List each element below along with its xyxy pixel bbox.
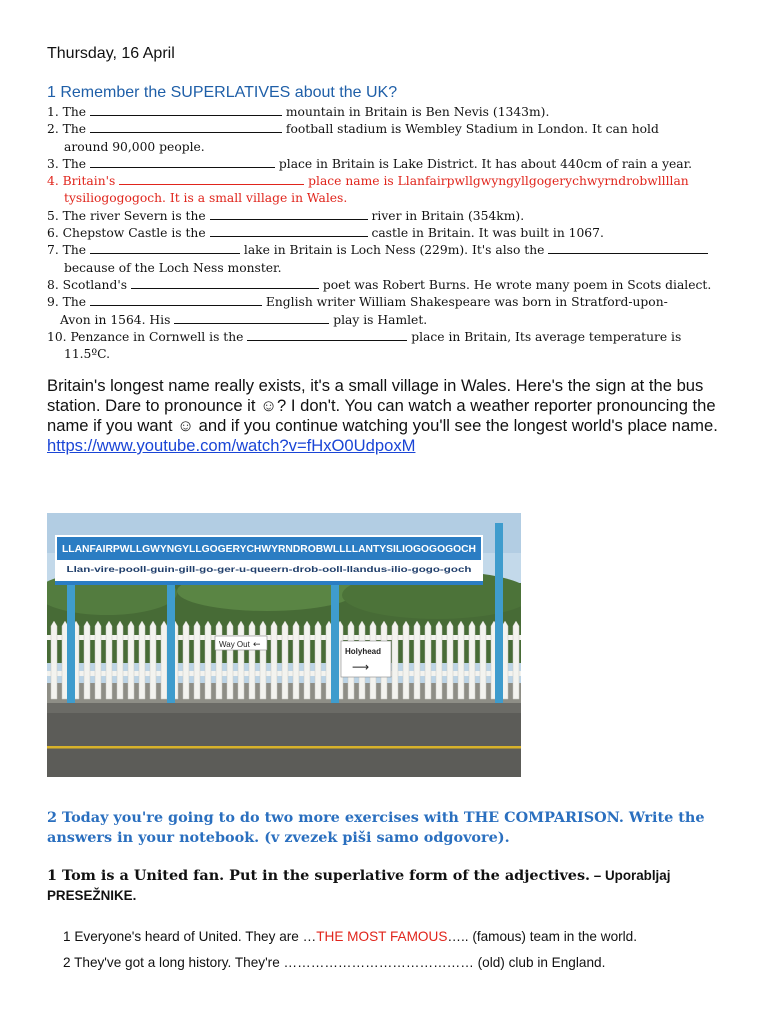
fence-picket [282, 621, 288, 699]
list-item: 1. The mountain in Britain is Ben Nevis (1343m). [47, 105, 550, 119]
fence-picket [271, 621, 277, 699]
fence-picket [403, 621, 409, 699]
fence-picket [315, 621, 321, 699]
exercise-line-2: 2 They've got a long history. They're …………………………………… (old) club in England. [63, 955, 606, 970]
answer-blank[interactable] [90, 104, 282, 116]
answer-blank[interactable] [90, 294, 262, 306]
left-arrow-icon: ← [253, 640, 261, 650]
answer-blank[interactable] [90, 242, 240, 254]
answer-blank[interactable] [210, 225, 368, 237]
fence-picket [447, 621, 453, 699]
fence-picket [480, 621, 486, 699]
answer-blank[interactable] [119, 173, 304, 185]
fence-picket [117, 621, 123, 699]
fence-picket [260, 621, 266, 699]
holyhead-label: Holyhead [345, 647, 382, 656]
fence-picket [194, 621, 200, 699]
fence-picket [161, 621, 167, 699]
fence-picket [414, 621, 420, 699]
answer-blank[interactable] [90, 121, 282, 133]
answer-blank[interactable] [247, 329, 407, 341]
list-item: 3. The place in Britain is Lake District. It has about 440cm of rain a year. [47, 156, 693, 171]
list-item: 2. The football stadium is Wembley Stadium in London. It can hold [47, 122, 659, 137]
list-item: 7. The lake in Britain is Loch Ness (229m). It's also the [47, 242, 737, 259]
fence-picket [436, 621, 442, 699]
intro-paragraph: Britain's longest name really exists, it's a small village in Wales. Here's the sign at the bus station. Dare to pronounce it ☺? I don't. You can watch a weather reporter pronouncing the name if you want ☺ and if you continue watching you'll see the longest world's place name. https://www.youtube.com/watch?v=fHxO0UdpoxM [47, 376, 718, 455]
fence-picket [183, 621, 189, 699]
fence-picket [249, 621, 255, 699]
right-arrow-icon: ⟶ [352, 660, 370, 674]
exercise-line-1: 1 Everyone's heard of United. They are …THE MOST FAMOUS….. (famous) team in the world. [63, 929, 638, 944]
way-out-label: Way Out [219, 640, 250, 649]
superlatives-list: 1. The mountain in Britain is Ben Nevis (1343m). 2. The football stadium is Wembley Stadium in London. It can hold around 90,000 people. 3. The place in Britain is Lake District. It has about 440cm of rain a year. 4. Britain's place name is Llanfairpwllgwyngyllgogerychwyrndrobwllllan tysiliogogogoch. It is a small village in Wales. 5. The river Severn is the river in Britain (354km). 6. Chepstow Castle is the castle in Britain. It was built in 1067. 7. The lake in Britain is Loch Ness (229m). It's also the because of the Loch Ness monster. 8. Scotland's poet was Robert Burns. He wrote many poem in Scots dialect. 9. The English writer William Shakespeare was born in Stratford-upon- Avon in 1564. His play is Hamlet. 10. Penzance in Cornwell is the place in Britain, Its average temperature is 11.5ºC. [47, 104, 737, 363]
fence-picket [51, 621, 57, 699]
answer-blank[interactable] [90, 156, 275, 168]
sign-pronunciation-text: Llan-vire-pooll-guin-gill-go-ger-u-queern-drob-ooll-llandus-ilio-gogo-goch [66, 564, 472, 574]
section2-heading: 2 Today you're going to do two more exercises with THE COMPARISON. Write the answers in your notebook. (v zvezek piši samo odgovore). [47, 809, 705, 846]
smiley-icon: ☺ [260, 396, 278, 415]
list-item: 4. Britain's place name is Llanfairpwllgwyngyllgogerychwyrndrobwllllan [47, 174, 689, 189]
fence-picket [227, 621, 233, 699]
fence-picket [150, 621, 156, 699]
list-item: 6. Chepstow Castle is the castle in Britain. It was built in 1067. [47, 226, 604, 241]
answer-blank[interactable] [174, 312, 329, 324]
station-sign-photo [47, 513, 521, 777]
fence-picket [425, 621, 431, 699]
date-heading: Thursday, 16 April [47, 45, 175, 62]
fence-picket [216, 621, 222, 699]
fence-picket [458, 621, 464, 699]
answer-blank[interactable] [210, 208, 368, 220]
fence-picket [139, 621, 145, 699]
sample-answer: THE MOST FAMOUS [316, 929, 448, 944]
smiley-icon: ☺ [177, 416, 195, 435]
fence-picket [238, 621, 244, 699]
exercise-task: 1 Tom is a United fan. Put in the superlative form of the adjectives. – Uporabljaj PRESEŽNIKE. [47, 867, 671, 903]
list-item: 5. The river Severn is the river in Britain (354km). [47, 208, 525, 223]
fence-picket [205, 621, 211, 699]
answer-blank[interactable] [131, 277, 319, 289]
list-item: 8. Scotland's poet was Robert Burns. He wrote many poem in Scots dialect. [47, 277, 712, 292]
fence [51, 621, 519, 699]
fence-picket [95, 621, 101, 699]
fence-picket [469, 621, 475, 699]
list-item: 9. The English writer William Shakespeare was born in Stratford-upon- [47, 295, 668, 310]
youtube-link[interactable]: https://www.youtube.com/watch?v=fHxO0UdpoxM [47, 436, 416, 455]
fence-picket [293, 621, 299, 699]
fence-picket [128, 621, 134, 699]
answer-blank[interactable] [548, 242, 708, 254]
list-item-continuation: Avon in 1564. His play is Hamlet. [60, 312, 428, 327]
section1-heading: 1 Remember the SUPERLATIVES about the UK? [47, 84, 398, 101]
list-item: 10. Penzance in Cornwell is the place in Britain, Its average temperature is [47, 329, 682, 344]
fence-picket [106, 621, 112, 699]
fence-picket [392, 621, 398, 699]
fence-picket [84, 621, 90, 699]
answer-dots[interactable]: …………………………………… [283, 955, 474, 970]
fence-picket [304, 621, 310, 699]
sign-name-text: LLANFAIRPWLLGWYNGYLLGOGERYCHWYRNDROBWLLLLANTYSILIOGOGOGOCH [62, 543, 476, 555]
fence-picket [513, 621, 519, 699]
